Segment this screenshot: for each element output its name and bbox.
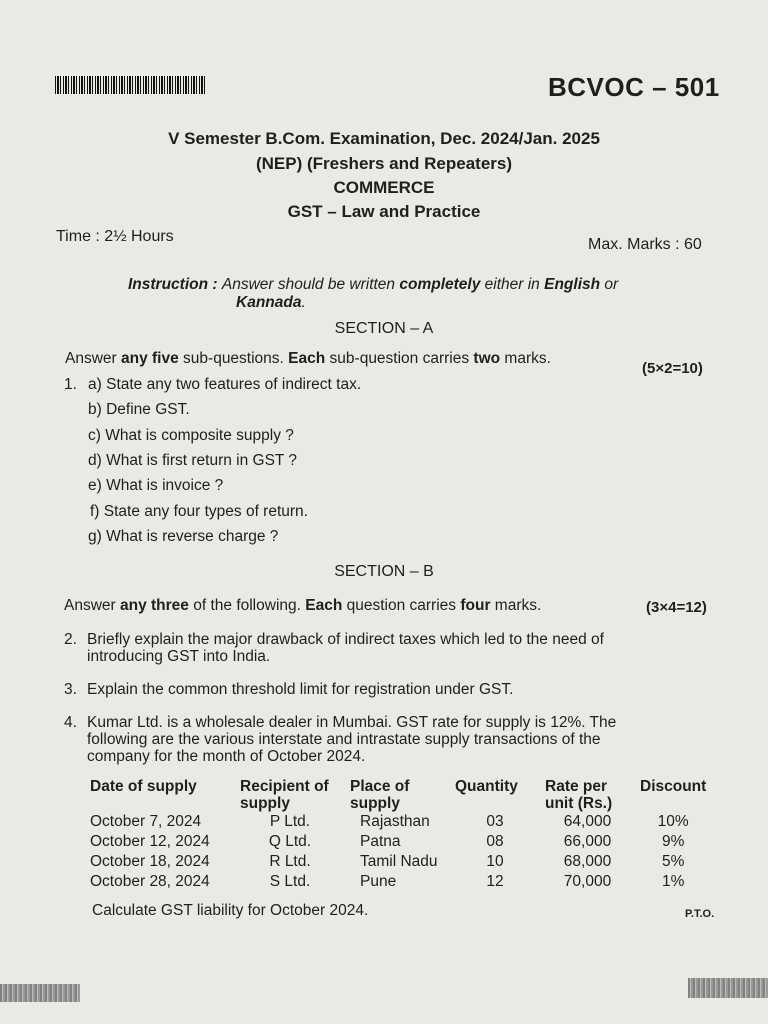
cell-quantity: 03 [486,813,504,830]
subq-label: f) [90,503,100,520]
subq-b [88,401,190,418]
section-a-title: SECTION – A [334,320,434,337]
cell-recipient: S Ltd. [269,873,311,890]
paper-title: GST – Law and Practice [287,202,481,221]
cell-place: Tamil Nadu [360,853,438,870]
col-date: Date of supply [90,778,197,795]
subq-text: What is composite supply ? [105,427,294,444]
intro-text: any three [120,597,189,614]
cell-quantity: 08 [486,833,504,850]
section-b-intro [64,597,541,614]
section-b-marks: (3×4=12) [646,599,707,616]
scan-edge-mark [688,978,768,998]
intro-text: four [460,597,491,614]
subq-g [88,528,278,545]
pto-label: P.T.O. [685,908,715,920]
intro-text: two [473,350,501,367]
subq-label: d) [88,452,102,469]
cell-quantity: 12 [486,873,504,890]
cell-discount: 5% [661,853,685,870]
instruction-label: Instruction : [128,276,218,293]
instruction-text: Answer should be written [221,276,400,293]
intro-text: of the following. [188,597,306,614]
cell-recipient: R Ltd. [269,853,311,870]
cell-place: Rajasthan [360,813,430,830]
instruction [128,276,618,293]
q2-line2: introducing GST into India. [87,648,271,665]
subq-text: What is reverse charge ? [106,528,279,545]
max-marks: Max. Marks : 60 [588,236,702,253]
cell-date: October 28, 2024 [90,873,210,890]
cell-rate: 68,000 [563,853,612,870]
subq-label: e) [88,477,102,494]
instruction-text: Kannada [236,294,302,311]
q4-final: Calculate GST liability for October 2024. [92,902,369,919]
q2-line1: Briefly explain the major drawback of indirect taxes which led to the need of [87,631,604,648]
col-recipient: Recipient of supply [240,778,329,812]
cell-date: October 18, 2024 [90,853,210,870]
time-allowed: Time : 2½ Hours [56,228,174,245]
table-row [86,832,712,852]
q4-line1: Kumar Ltd. is a wholesale dealer in Mumbai. GST rate for supply is 12%. The [87,714,617,731]
col-place: Place of supply [350,778,410,812]
subq-a [88,376,361,393]
supply-table [86,778,712,892]
table-row [86,852,712,872]
subq-text: State any two features of indirect tax. [106,376,362,393]
subq-text: State any four types of return. [103,503,308,520]
subject: COMMERCE [333,178,435,197]
intro-text: Each [305,597,343,614]
cell-rate: 64,000 [563,813,612,830]
cell-date: October 12, 2024 [90,833,210,850]
cell-quantity: 10 [486,853,504,870]
q4-number: 4. [64,714,77,731]
col-quantity: Quantity [455,778,518,795]
cell-place: Pune [360,873,397,890]
q2-number: 2. [64,631,77,648]
cell-recipient: Q Ltd. [268,833,312,850]
instruction-text: either in [480,276,545,293]
instruction-text: or [600,276,619,293]
subq-c [88,427,294,444]
table-row [86,872,712,892]
q4-line3: company for the month of October 2024. [87,748,366,765]
col-discount: Discount [640,778,707,795]
instruction-text: English [544,276,601,293]
subq-label: a) [88,376,102,393]
cell-place: Patna [360,833,401,850]
table-header-row [86,778,712,812]
subq-text: What is invoice ? [106,477,224,494]
exam-subtitle: (NEP) (Freshers and Repeaters) [255,154,513,173]
intro-text: Each [288,350,326,367]
cell-discount: 1% [661,873,685,890]
cell-recipient: P Ltd. [269,813,311,830]
subq-e [88,477,223,494]
barcode [55,76,207,94]
exam-title: V Semester B.Com. Examination, Dec. 2024/Jan. 2025 [168,129,600,148]
cell-rate: 70,000 [563,873,612,890]
intro-text: sub-question carries [325,350,474,367]
subq-f [90,503,308,520]
subq-text: What is first return in GST ? [106,452,298,469]
cell-rate: 66,000 [563,833,612,850]
intro-text: any five [121,350,179,367]
subq-label: b) [88,401,102,418]
section-b-title: SECTION – B [334,563,434,580]
instruction-text: . [301,294,306,311]
cell-discount: 10% [657,813,689,830]
paper-code: BCVOC – 501 [548,72,720,102]
intro-text: question carries [342,597,461,614]
cell-date: October 7, 2024 [90,813,202,830]
section-a-marks: (5×2=10) [642,360,703,377]
instruction-text: completely [399,276,481,293]
subq-text: Define GST. [106,401,190,418]
q3-number: 3. [64,681,77,698]
intro-text: Answer [65,350,121,367]
instruction-line2 [236,294,306,311]
intro-text: sub-questions. [178,350,289,367]
question-number: 1. [64,376,77,393]
cell-discount: 9% [661,833,685,850]
subq-d [88,452,297,469]
q4-line2: following are the various interstate and intrastate supply transactions of the [87,731,601,748]
q3-text: Explain the common threshold limit for registration under GST. [87,681,514,698]
intro-text: marks. [490,597,542,614]
scan-edge-mark [0,984,80,1002]
subq-label: c) [88,427,101,444]
table-row [86,812,712,832]
col-rate: Rate per unit (Rs.) [545,778,613,812]
intro-text: Answer [64,597,120,614]
subq-label: g) [88,528,102,545]
section-a-intro [65,350,551,367]
intro-text: marks. [500,350,551,367]
